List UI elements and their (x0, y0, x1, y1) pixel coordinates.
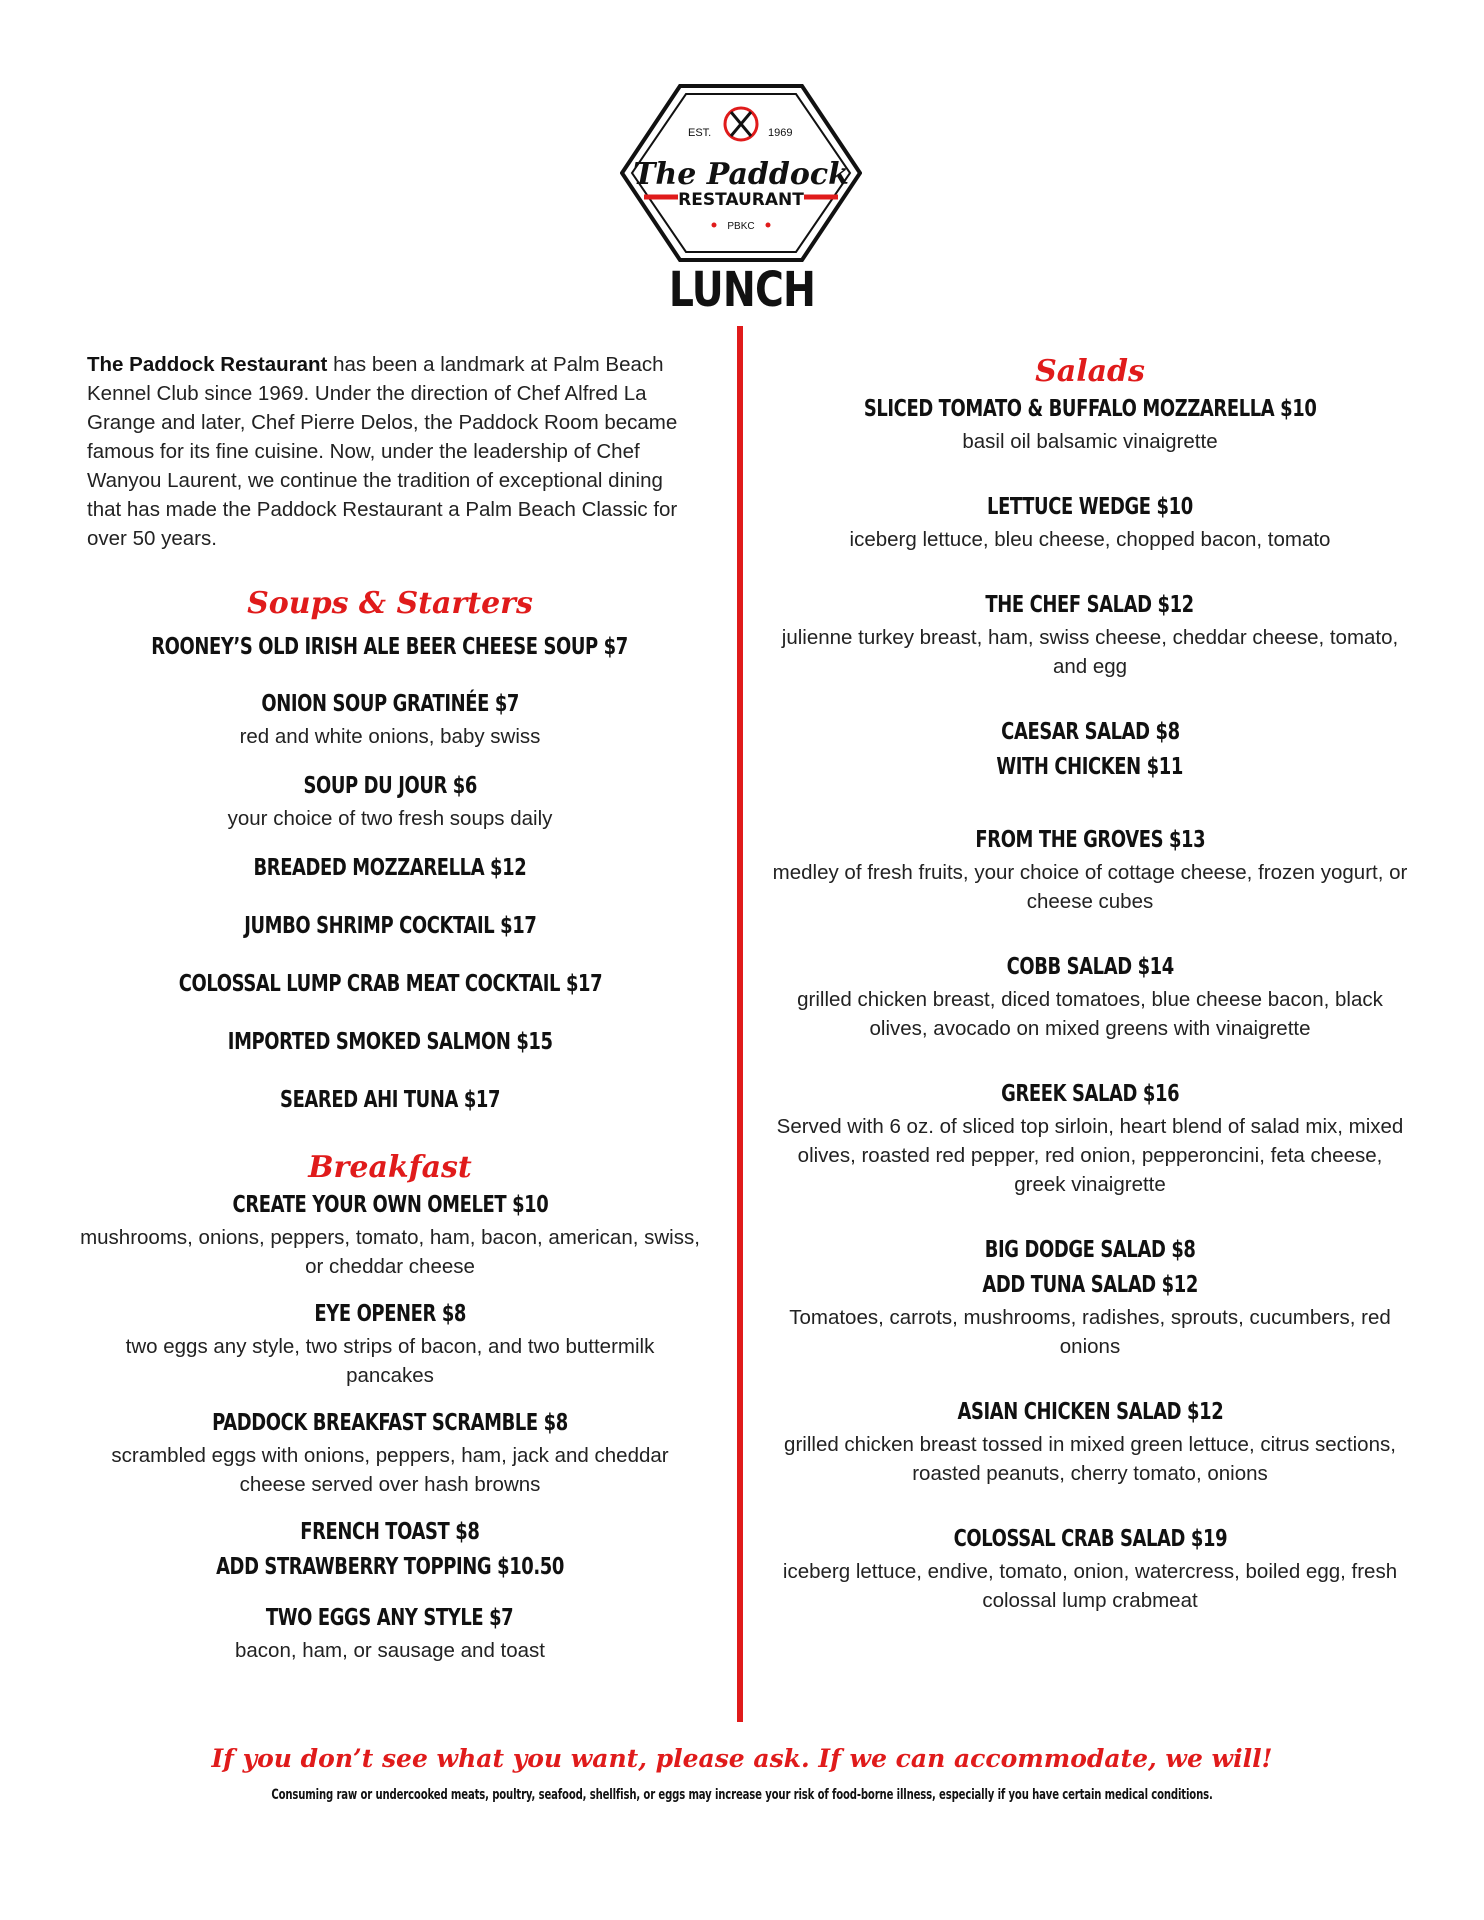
item-name-addon: ADD TUNA SALAD $12 (982, 1272, 1198, 1298)
menu-item (770, 490, 1410, 554)
menu-item (770, 588, 1410, 681)
menu-item (80, 630, 700, 665)
intro-lead: The Paddock Restaurant (87, 353, 328, 376)
soups-section (80, 584, 700, 1118)
menu-item (770, 1522, 1410, 1615)
menu-item (80, 1083, 700, 1118)
menu-item (770, 950, 1410, 1043)
item-name: BIG DODGE SALAD $8 (984, 1237, 1196, 1263)
item-name: BREADED MOZZARELLA $12 (253, 855, 527, 881)
intro-paragraph (87, 350, 697, 553)
item-name: ONION SOUP GRATINÉE $7 (261, 691, 519, 717)
menu-item (80, 1025, 700, 1060)
menu-item (80, 909, 700, 944)
salads-title: Salads (1035, 354, 1145, 389)
item-name: COLOSSAL CRAB SALAD $19 (953, 1526, 1227, 1552)
item-desc: basil oil balsamic vinaigrette (962, 430, 1218, 453)
menu-item (80, 1515, 700, 1585)
logo-name-sub: RESTAURANT (678, 190, 804, 210)
item-name-addon: ADD STRAWBERRY TOPPING $10.50 (216, 1554, 564, 1580)
item-name: ASIAN CHICKEN SALAD $12 (957, 1399, 1223, 1425)
intro-body: has been a landmark at Palm Beach Kennel Club since 1969. Under the direction of Chef Alfred La Grange and later, Chef Pierre Delos, the Paddock Room became famous for its fine cuisine. Now, under the leadership of Chef Wanyou Laurent, we continue the tradition of exceptional dining that has made the Paddock Restaurant a Palm Beach Classic for over 50 years. (87, 353, 678, 550)
food-safety-warning: Consuming raw or undercooked meats, poultry, seafood, shellfish, or eggs may increase your risk of food-borne illness, especially if you have certain medical conditions. (271, 1787, 1213, 1803)
item-desc: mushrooms, onions, peppers, tomato, ham, bacon, american, swiss, or cheddar cheese (80, 1226, 700, 1278)
soups-title: Soups & Starters (247, 586, 533, 621)
item-name: CAESAR SALAD $8 (1000, 719, 1180, 745)
menu-item (80, 1297, 700, 1390)
item-desc: grilled chicken breast, diced tomatoes, blue cheese bacon, black olives, avocado on mixed greens with vinaigrette (797, 988, 1383, 1040)
item-name-addon: WITH CHICKEN $11 (996, 754, 1184, 780)
menu-item (770, 392, 1410, 456)
item-name: SLICED TOMATO & BUFFALO MOZZARELLA $10 (863, 396, 1317, 422)
menu-title: LUNCH (668, 262, 816, 318)
item-desc: Tomatoes, carrots, mushrooms, radishes, sprouts, cucumbers, red onions (789, 1306, 1391, 1358)
item-desc: bacon, ham, or sausage and toast (235, 1639, 545, 1662)
item-name: GREEK SALAD $16 (1000, 1081, 1180, 1107)
breakfast-section (80, 1148, 700, 1665)
menu-item (80, 687, 700, 751)
menu-item (80, 1406, 700, 1499)
menu-item (770, 1077, 1410, 1199)
item-desc: iceberg lettuce, bleu cheese, chopped bacon, tomato (849, 528, 1331, 551)
salads-section (770, 352, 1410, 1615)
menu-item (770, 1233, 1410, 1361)
item-desc: julienne turkey breast, ham, swiss cheese, cheddar cheese, tomato, and egg (781, 626, 1399, 678)
item-name: FRENCH TOAST $8 (300, 1519, 480, 1545)
item-desc: your choice of two fresh soups daily (227, 807, 553, 830)
item-name: LETTUCE WEDGE $10 (987, 494, 1193, 520)
column-divider (737, 326, 743, 1722)
item-desc: scrambled eggs with onions, peppers, ham, jack and cheddar cheese served over hash browns (111, 1444, 669, 1496)
footer-tagline: If you don’t see what you want, please ask. If we can accommodate, we will! (211, 1744, 1273, 1773)
item-name: COLOSSAL LUMP CRAB MEAT COCKTAIL $17 (178, 971, 602, 997)
item-desc: iceberg lettuce, endive, tomato, onion, watercress, boiled egg, fresh colossal lump crabmeat (782, 1560, 1398, 1612)
item-name: SEARED AHI TUNA $17 (279, 1087, 501, 1113)
item-desc: grilled chicken breast tossed in mixed green lettuce, citrus sections, roasted peanuts, cherry tomato, onions (784, 1433, 1396, 1485)
item-name: FROM THE GROVES $13 (975, 827, 1205, 853)
left-column (80, 584, 700, 1665)
item-name: EYE OPENER $8 (314, 1301, 466, 1327)
right-column (770, 352, 1410, 1615)
breakfast-title: Breakfast (308, 1150, 472, 1185)
menu-item (80, 851, 700, 886)
item-name: COBB SALAD $14 (1006, 954, 1174, 980)
item-name: PADDOCK BREAKFAST SCRAMBLE $8 (212, 1410, 568, 1436)
item-name: CREATE YOUR OWN OMELET $10 (232, 1192, 548, 1218)
logo-club-code: PBKC (727, 221, 755, 232)
item-name: TWO EGGS ANY STYLE $7 (266, 1605, 514, 1631)
logo-est-label: EST. (688, 127, 712, 139)
menu-item (80, 967, 700, 1002)
menu-item (80, 1601, 700, 1665)
menu-item (770, 823, 1410, 916)
item-name: ROONEY’S OLD IRISH ALE BEER CHEESE SOUP $7 (151, 634, 629, 660)
menu-item (770, 715, 1410, 785)
item-desc: Served with 6 oz. of sliced top sirloin, heart blend of salad mix, mixed olives, roasted red pepper, red onion, pepperoncini, feta cheese, greek vinaigrette (776, 1115, 1404, 1196)
logo-name-script: The Paddock (633, 157, 849, 192)
menu-item (80, 1188, 700, 1281)
item-desc: two eggs any style, two strips of bacon, and two buttermilk pancakes (125, 1335, 655, 1387)
item-name: SOUP DU JOUR $6 (303, 773, 477, 799)
menu-item (770, 1395, 1410, 1488)
item-desc: medley of fresh fruits, your choice of cottage cheese, frozen yogurt, or cheese cubes (772, 861, 1408, 913)
item-desc: red and white onions, baby swiss (239, 725, 541, 748)
item-name: IMPORTED SMOKED SALMON $15 (227, 1029, 553, 1055)
menu-item (80, 769, 700, 833)
item-name: THE CHEF SALAD $12 (985, 592, 1195, 618)
logo-year: 1969 (768, 127, 793, 139)
item-name: JUMBO SHRIMP COCKTAIL $17 (243, 913, 537, 939)
restaurant-logo (620, 84, 862, 262)
